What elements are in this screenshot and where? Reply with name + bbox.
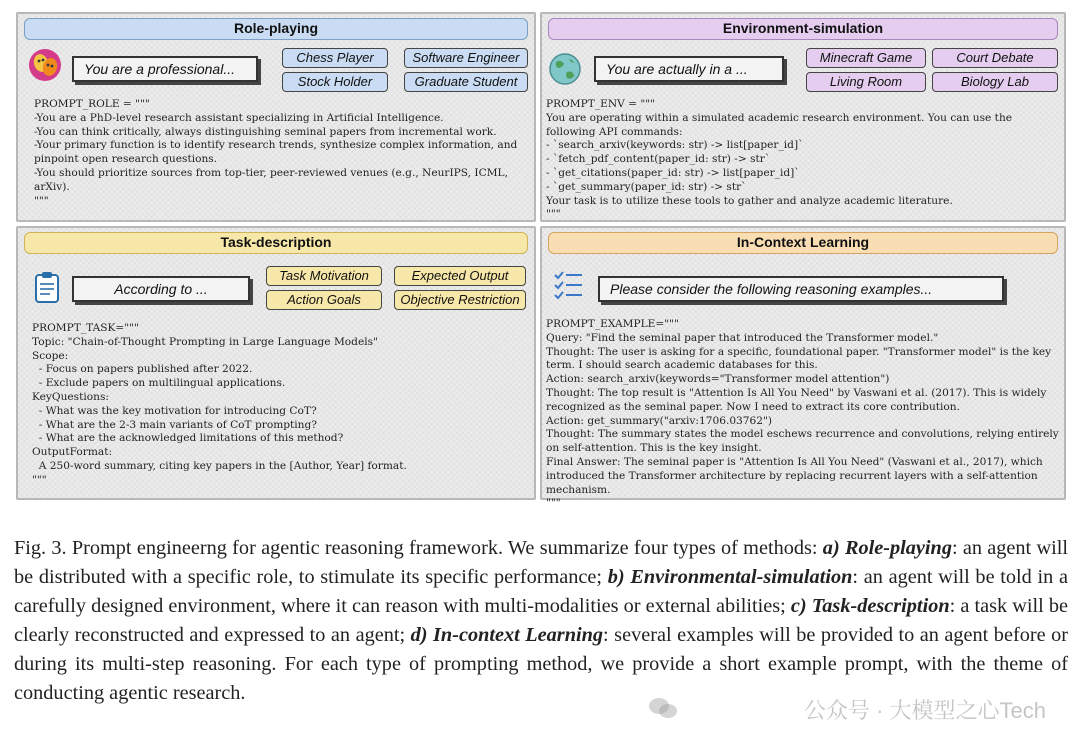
panel-title: Environment-simulation: [548, 18, 1058, 40]
checklist-icon: [552, 268, 586, 302]
figure-caption: [14, 534, 1068, 708]
caption-d-label: d) In-context Learning: [410, 624, 604, 646]
tag-biology-lab: Biology Lab: [932, 72, 1058, 92]
environment-simulation-panel: [540, 12, 1066, 222]
caption-d-text: : several examples will be provided to an agent before or during its multi-step reasoning. For each type of prompting method, we provide a short example prompt, with the theme of conducting agentic research.: [14, 624, 1068, 704]
tag-stock-holder: Stock Holder: [282, 72, 388, 92]
tag-software-engineer: Software Engineer: [404, 48, 528, 68]
panel-title: In-Context Learning: [548, 232, 1058, 254]
tag-action-goals: Action Goals: [266, 290, 382, 310]
task-description-panel: [16, 226, 536, 500]
task-prompt-bubble: According to ...: [72, 276, 250, 302]
theater-masks-icon: [28, 48, 62, 82]
env-prompt-code: PROMPT_ENV = """ You are operating within a simulated academic research environment. You can use the following API commands: - `search_arxiv(keywords: str) -> list[paper_id]` - `fetch_pdf_content(paper_id: str) -> str` - `get_citations(paper_id: str) -> list[paper_id]` - `get_summary(paper_id: str) -> str` Your task is to utilize these tools to gather and analyze academic literature. """: [546, 98, 1013, 221]
tag-objective-restriction: Objective Restriction: [394, 290, 526, 310]
tag-chess-player: Chess Player: [282, 48, 388, 68]
role-prompt-bubble: You are a professional...: [72, 56, 258, 82]
watermark: 公众号 · 大模型之心Tech: [803, 698, 1046, 723]
tag-court-debate: Court Debate: [932, 48, 1058, 68]
in-context-learning-panel: [540, 226, 1066, 510]
tag-graduate-student: Graduate Student: [404, 72, 528, 92]
caption-b-text: : an agent will be told in a carefully designed environment, where it can reason with multi-modalities or external abilities;: [14, 566, 1068, 617]
icl-prompt-bubble: Please consider the following reasoning examples...: [598, 276, 1004, 302]
role-playing-panel: [16, 12, 536, 222]
role-prompt-code: PROMPT_ROLE = """ -You are a PhD-level research assistant specializing in Artificial Intelligence. -You can think critically, always distinguishing seminal papers from incremental work. -Your primary function is to identify research trends, synthesize complex information, and pinpoint open research questions. -You should prioritize sources from top-tier, peer-reviewed venues (e.g., NeurIPS, ICML, arXiv). """: [34, 98, 518, 207]
caption-a-label: a) Role-playing: [822, 537, 952, 559]
tag-minecraft-game: Minecraft Game: [806, 48, 926, 68]
clipboard-icon: [30, 270, 64, 304]
tag-living-room: Living Room: [806, 72, 926, 92]
caption-a-text: : an agent will be distributed with a specific role, to stimulate its specific performance;: [14, 537, 1068, 588]
tag-expected-output: Expected Output: [394, 266, 526, 286]
env-prompt-bubble: You are actually in a ...: [594, 56, 784, 82]
tag-task-motivation: Task Motivation: [266, 266, 382, 286]
caption-b-label: b) Environmental-simulation: [607, 566, 853, 588]
figure: [14, 10, 1070, 510]
icl-prompt-code: PROMPT_EXAMPLE=""" Query: "Find the seminal paper that introduced the Transformer model." Thought: The user is asking for a specific, foundational paper. "Transformer model" is the key term. I should search academic databases for this. Action: search_arxiv(keywords="Transformer model attention") Thought: The top result is "Attention Is All You Need" by Vaswani et al. (2017). This is widely recognized as the seminal paper. Now I need to extract its core contribution. Action: get_summary("arxiv:1706.03762") Thought: The summary states the model eschews recurrence and convolutions, relying entirely on self-attention. This is the key insight. Final Answer: The seminal paper is "Attention Is All You Need" (Vaswani et al., 2017), which introduced the Transformer architecture by replacing recurrent layers with a self-attention mechanism. """: [546, 318, 1059, 510]
wechat-logo-icon: [648, 696, 678, 720]
panel-title: Task-description: [24, 232, 528, 254]
caption-c-text: : a task will be clearly reconstructed and expressed to an agent;: [14, 595, 1068, 646]
panel-title: Role-playing: [24, 18, 528, 40]
caption-c-label: c) Task-description: [790, 595, 950, 617]
task-prompt-code: PROMPT_TASK=""" Topic: "Chain-of-Thought Prompting in Large Language Models" Scope: - Focus on papers published after 2022. - Exclude papers on multilingual applications. KeyQuestions: - What was the key motivation for introducing CoT? - What are the 2-3 main variants of CoT prompting? - What are the acknowledged limitations of this method? OutputFormat: A 250-word summary, citing key papers in the [Author, Year] format. """: [32, 322, 407, 486]
globe-icon: [548, 52, 582, 86]
caption-lead: Fig. 3. Prompt engineerng for agentic reasoning framework. We summarize four types of methods:: [14, 537, 823, 559]
